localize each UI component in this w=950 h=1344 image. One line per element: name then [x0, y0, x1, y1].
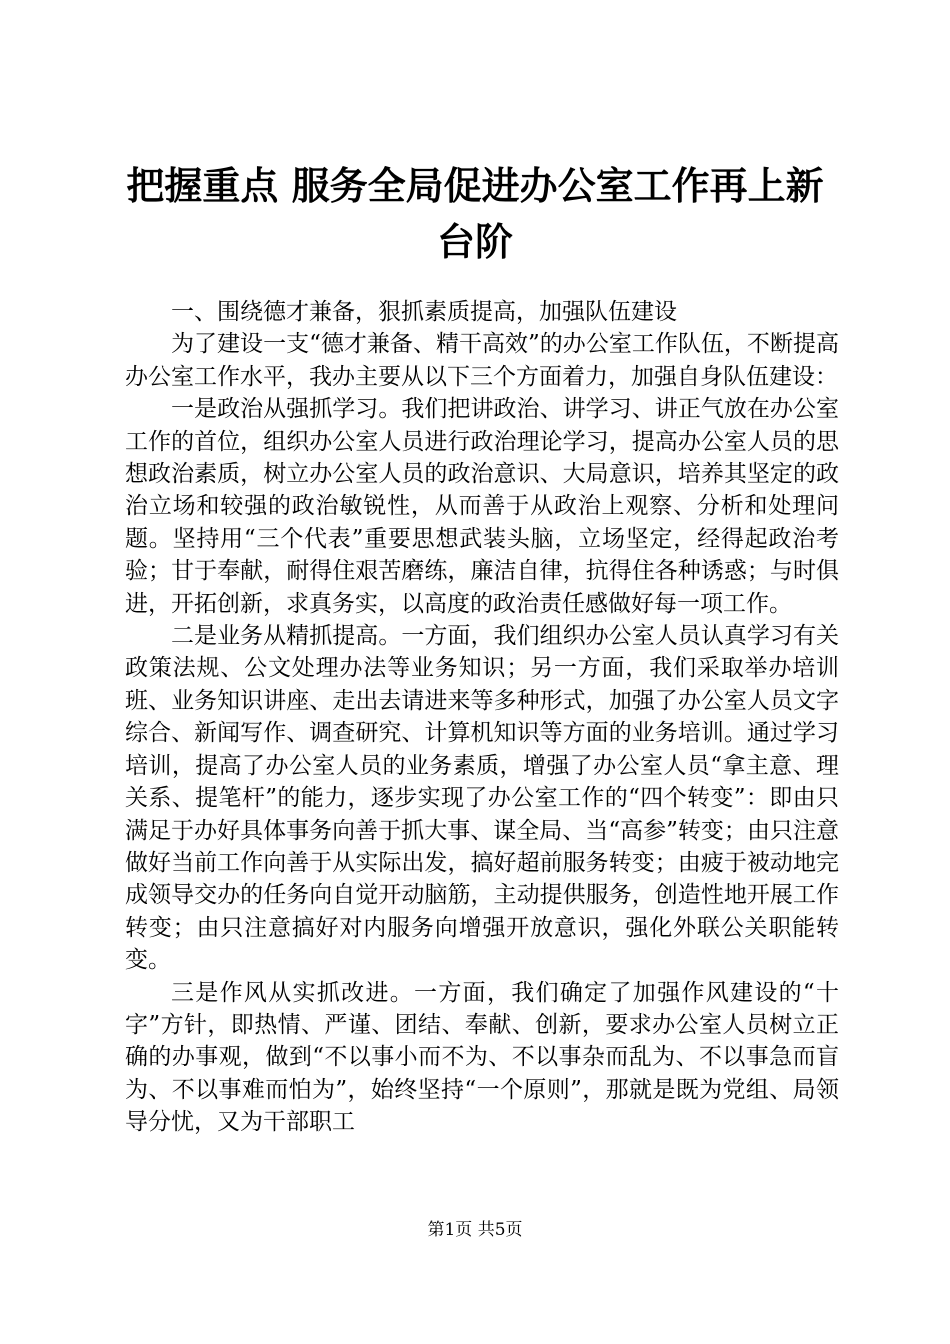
paragraph: 三是作风从实抓改进。一方面，我们确定了加强作风建设的“十字”方针，即热情、严谨、团结、奉献、创新，要求办公室人员树立正确的办事观，做到“不以事小而不为、不以事杂而乱为、不以事急而盲为、不以事难而怕为”，始终坚持“一个原则”，那就是既为党组、局领导分忧，又为干部职工 — [125, 979, 839, 1136]
paragraph: 一是政治从强抓学习。我们把讲政治、讲学习、讲正气放在办公室工作的首位，组织办公室人员进行政治理论学习，提高办公室人员的思想政治素质，树立办公室人员的政治意识、大局意识，培养其坚定的政治立场和较强的政治敏锐性，从而善于从政治上观察、分析和处理问题。坚持用“三个代表”重要思想武装头脑，立场坚定，经得起政治考验；甘于奉献，耐得住艰苦磨练，廉洁自律，抗得住各种诱惑；与时俱进，开拓创新，求真务实，以高度的政治责任感做好每一项工作。 — [125, 396, 839, 617]
section-heading: 一、围绕德才兼备，狠抓素质提高，加强队伍建设 — [171, 299, 677, 325]
paragraph: 为了建设一支“德才兼备、精干高效”的办公室工作队伍，不断提高办公室工作水平，我办主要从以下三个方面着力，加强自身队伍建设： — [125, 331, 839, 390]
document-title: 把握重点 服务全局促进办公室工作再上新台阶 — [126, 164, 824, 264]
document-body — [125, 296, 839, 1139]
page-footer: 第1页 共5页 — [427, 1220, 523, 1240]
paragraph: 二是业务从精抓提高。一方面，我们组织办公室人员认真学习有关政策法规、公文处理办法等业务知识；另一方面，我们采取举办培训班、业务知识讲座、走出去请进来等多种形式，加强了办公室人员文字综合、新闻写作、调查研究、计算机知识等方面的业务培训。通过学习培训，提高了办公室人员的业务素质，增强了办公室人员“拿主意、理关系、提笔杆”的能力，逐步实现了办公室工作的“四个转变”：即由只满足于办好具体事务向善于抓大事、谋全局、当“高参”转变；由只注意做好当前工作向善于从实际出发，搞好超前服务转变；由疲于被动地完成领导交办的任务向自觉开动脑筋，主动提供服务，创造性地开展工作转变；由只注意搞好对内服务向增强开放意识，强化外联公关职能转变。 — [125, 623, 839, 974]
